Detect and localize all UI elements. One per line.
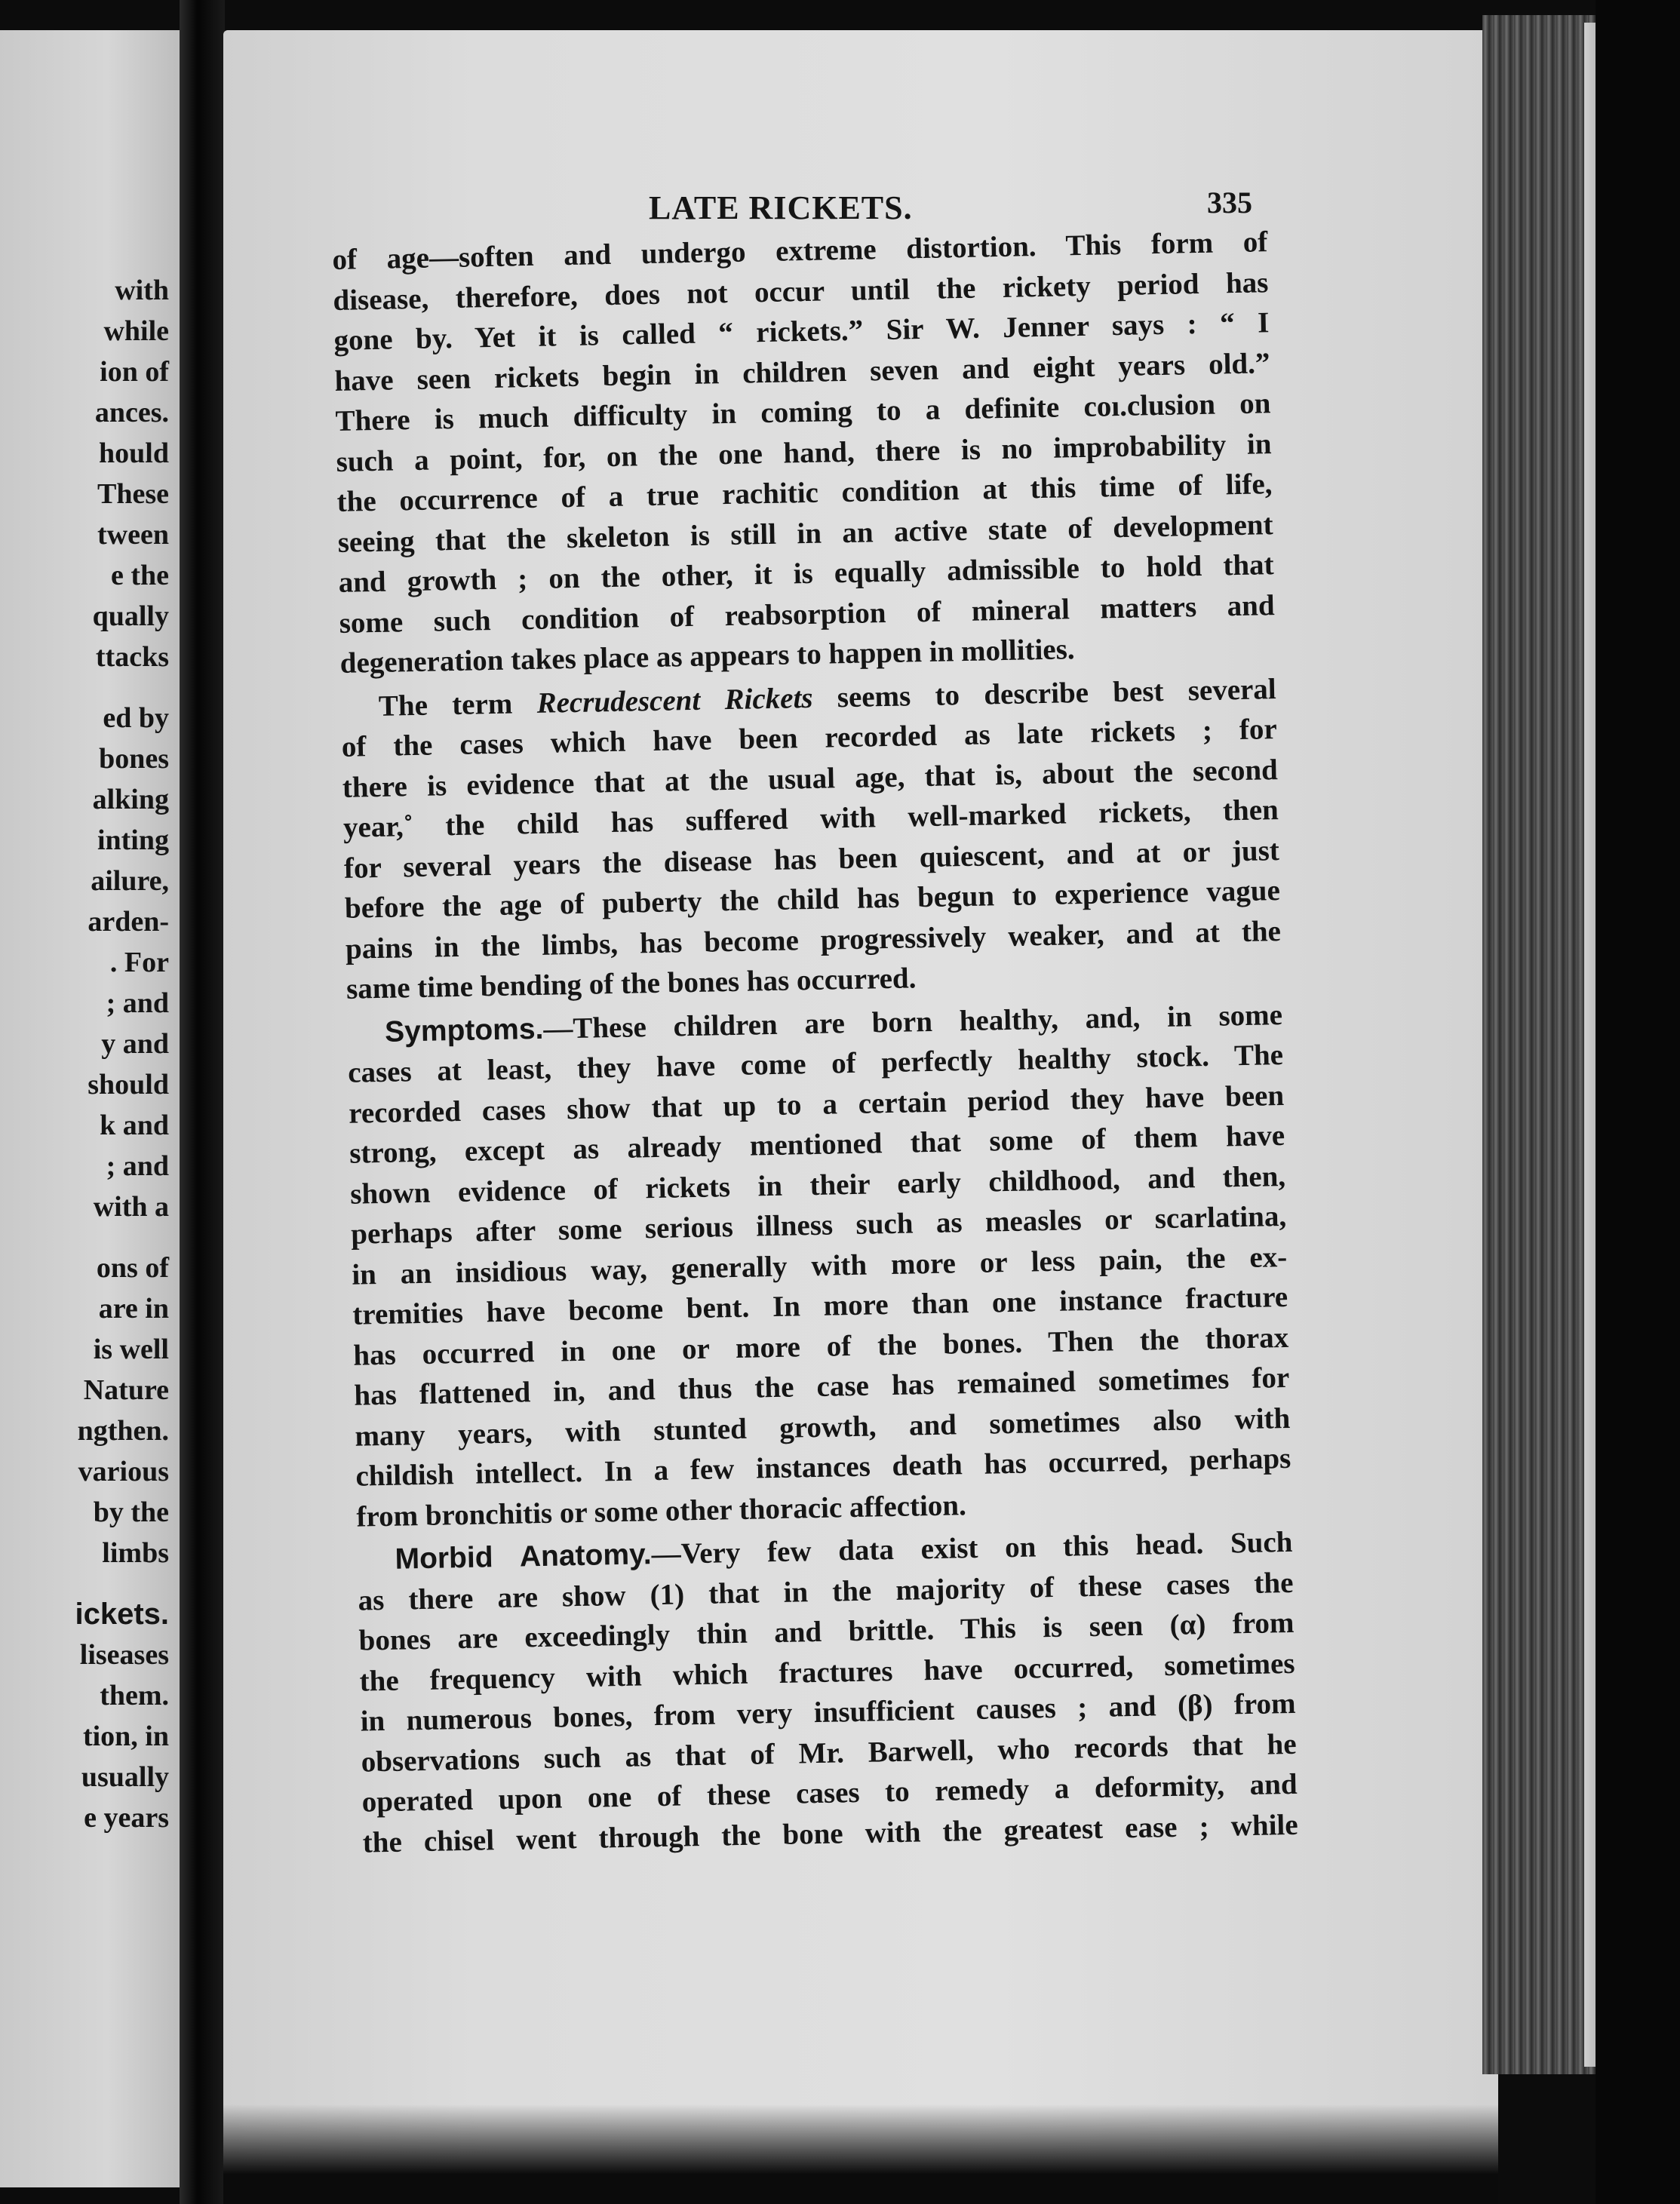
left-page-fragment: ; and bbox=[106, 987, 169, 1019]
left-page-fragment: should bbox=[88, 1069, 169, 1100]
text-run: —Very few data exist on this head. Such bbox=[651, 1525, 1293, 1571]
left-page-fragment: tion, in bbox=[82, 1721, 169, 1752]
text-line: degeneration takes place as appears to happen in mollities. bbox=[339, 633, 1075, 680]
text-line: such a point, for, on the one hand, there is no improbability in bbox=[336, 427, 1272, 478]
book-page-edges bbox=[1482, 15, 1596, 2074]
left-page-fragment: ed by bbox=[103, 702, 169, 734]
left-page-fragment bbox=[0, 677, 169, 698]
left-page-fragment: e years bbox=[84, 1802, 169, 1834]
left-page-fragment: . For bbox=[109, 947, 169, 978]
left-page-fragment: tween bbox=[97, 519, 169, 551]
left-page-fragment: with bbox=[115, 275, 169, 306]
left-page-fragment: hould bbox=[99, 437, 169, 469]
page-number: 335 bbox=[1207, 186, 1252, 219]
text-line: many years, with stunted growth, and sometimes also with bbox=[355, 1401, 1291, 1453]
text-line: has occurred in one or more of the bones. Then the thorax bbox=[352, 1321, 1289, 1372]
text-line: some such condition of reabsorption of mineral matters and bbox=[339, 588, 1275, 640]
paragraph-continuation bbox=[332, 222, 1276, 683]
text-line: the frequency with which fractures have occurred, sometimes bbox=[359, 1647, 1295, 1698]
paragraph-symptoms bbox=[347, 995, 1292, 1537]
text-line: before the age of puberty the child has begun to experience vague bbox=[344, 874, 1281, 925]
text-line: the occurrence of a true rachitic condition at this time of life, bbox=[336, 468, 1273, 518]
paragraph-recrudescent-rickets bbox=[340, 669, 1282, 1010]
text-line: strong, except as already mentioned that some of them have bbox=[349, 1119, 1285, 1170]
left-page-fragment: inting bbox=[97, 824, 169, 856]
left-page-fragment: liseases bbox=[79, 1639, 169, 1671]
section-heading-symptoms: Symptoms. bbox=[384, 1012, 544, 1048]
italic-term: Recrudescent Rickets bbox=[536, 681, 813, 720]
text-line: childish intellect. In a few instances death has occurred, perhaps bbox=[355, 1441, 1291, 1493]
left-page-fragment: y and bbox=[101, 1028, 169, 1060]
text-line: in an insidious way, generally with more or less pain, the ex- bbox=[351, 1240, 1288, 1291]
text-line: as there are show (1) that in the majority of these cases the bbox=[358, 1566, 1294, 1617]
text-line: from bronchitis or some other thoracic affection. bbox=[356, 1488, 967, 1533]
left-page-fragment: e the bbox=[110, 560, 169, 591]
text-line: bones are exceedingly thin and brittle. This is seen (α) from bbox=[358, 1606, 1295, 1657]
left-page-fragment: is well bbox=[93, 1334, 169, 1365]
left-facing-page bbox=[0, 30, 180, 2187]
text-line: of the cases which have been recorded as late rickets ; for bbox=[341, 713, 1278, 763]
text-line: operated upon one of these cases to remedy a deformity, and bbox=[361, 1767, 1298, 1819]
running-title: LATE RICKETS. bbox=[649, 189, 913, 226]
left-page-fragment bbox=[0, 1227, 169, 1248]
text-line: have seen rickets begin in children seven and eight years old.” bbox=[334, 346, 1270, 398]
text-line: shown evidence of rickets in their early childhood, and then, bbox=[349, 1159, 1286, 1211]
left-page-fragment: Nature bbox=[83, 1374, 169, 1406]
left-page-fragment: arden- bbox=[88, 906, 169, 938]
text-line: observations such as that of Mr. Barwell, who records that he bbox=[361, 1727, 1297, 1779]
left-page-fragment: ion of bbox=[100, 356, 169, 388]
text-line: gone by. Yet it is called “ rickets.” Sir W. Jenner says : “ I bbox=[333, 306, 1270, 357]
left-page-fragment: ickets. bbox=[75, 1598, 169, 1631]
text-line: disease, therefore, does not occur until the rickety period has bbox=[333, 266, 1269, 317]
left-page-fragment: limbs bbox=[102, 1537, 169, 1569]
left-page-fragment: usually bbox=[81, 1761, 169, 1793]
left-page-fragment: while bbox=[103, 315, 169, 347]
scan-background-right bbox=[1596, 0, 1680, 2204]
paragraph-morbid-anatomy bbox=[357, 1522, 1298, 1863]
left-page-fragment: ; and bbox=[106, 1150, 169, 1182]
left-page-fragment bbox=[0, 1573, 169, 1594]
text-line: and growth ; on the other, it is equally admissible to hold that bbox=[338, 548, 1274, 599]
page-body-text bbox=[332, 222, 1298, 1862]
text-line: perhaps after some serious illness such as measles or scarlatina, bbox=[350, 1199, 1287, 1251]
text-run: seems to describe best several bbox=[812, 672, 1277, 714]
left-page-fragment: ances. bbox=[94, 397, 169, 428]
text-line: cases at least, they have come of perfectly healthy stock. The bbox=[347, 1038, 1284, 1089]
left-page-fragment: k and bbox=[100, 1110, 169, 1141]
left-page-fragment: alking bbox=[92, 784, 169, 815]
text-line: of age—soften and undergo extreme distortion. This form of bbox=[332, 226, 1268, 276]
left-page-fragment: These bbox=[97, 478, 169, 510]
text-line: in numerous bones, from very insufficient causes ; and (β) from bbox=[360, 1687, 1296, 1738]
page-bottom-shadow bbox=[223, 2104, 1498, 2204]
left-page-fragment: are in bbox=[98, 1293, 169, 1325]
text-run: The term bbox=[378, 686, 537, 723]
left-page-fragment: various bbox=[78, 1456, 169, 1487]
left-page-fragment: bones bbox=[99, 743, 169, 775]
text-line: has flattened in, and thus the case has remained sometimes for bbox=[354, 1361, 1290, 1412]
text-line: same time bending of the bones has occurred. bbox=[346, 962, 917, 1005]
left-page-fragment: ttacks bbox=[95, 641, 169, 673]
left-page-fragment: qually bbox=[92, 600, 169, 632]
left-page-text-fragments bbox=[0, 270, 169, 1838]
text-line: the chisel went through the bone with the greatest ease ; while bbox=[362, 1808, 1298, 1859]
left-page-fragment: with a bbox=[93, 1191, 169, 1223]
left-page-fragment: them. bbox=[100, 1680, 169, 1711]
left-page-fragment: by the bbox=[93, 1496, 169, 1528]
text-line: pains in the limbs, has become progressively weaker, and at the bbox=[345, 914, 1282, 965]
book-gutter bbox=[180, 0, 225, 2204]
text-line: There is much difficulty in coming to a definite coı.clusion on bbox=[335, 387, 1271, 437]
text-line: year,˚ the child has suffered with well-marked rickets, then bbox=[342, 794, 1279, 844]
text-run: —These children are born healthy, and, in some bbox=[542, 998, 1283, 1045]
text-line: recorded cases show that up to a certain period they have been bbox=[348, 1079, 1285, 1130]
text-line: tremities have become bent. In more than one instance fracture bbox=[352, 1280, 1288, 1331]
left-page-fragment: ngthen. bbox=[77, 1415, 169, 1447]
text-line: for several years the disease has been quiescent, and at or just bbox=[343, 833, 1280, 885]
text-line: seeing that the skeleton is still in an active state of development bbox=[337, 508, 1273, 559]
text-line: there is evidence that at the usual age, that is, about the second bbox=[342, 753, 1279, 804]
left-page-fragment: ailure, bbox=[91, 865, 169, 897]
section-heading-morbid-anatomy: Morbid Anatomy. bbox=[395, 1538, 653, 1576]
left-page-fragment: ons of bbox=[96, 1252, 169, 1284]
